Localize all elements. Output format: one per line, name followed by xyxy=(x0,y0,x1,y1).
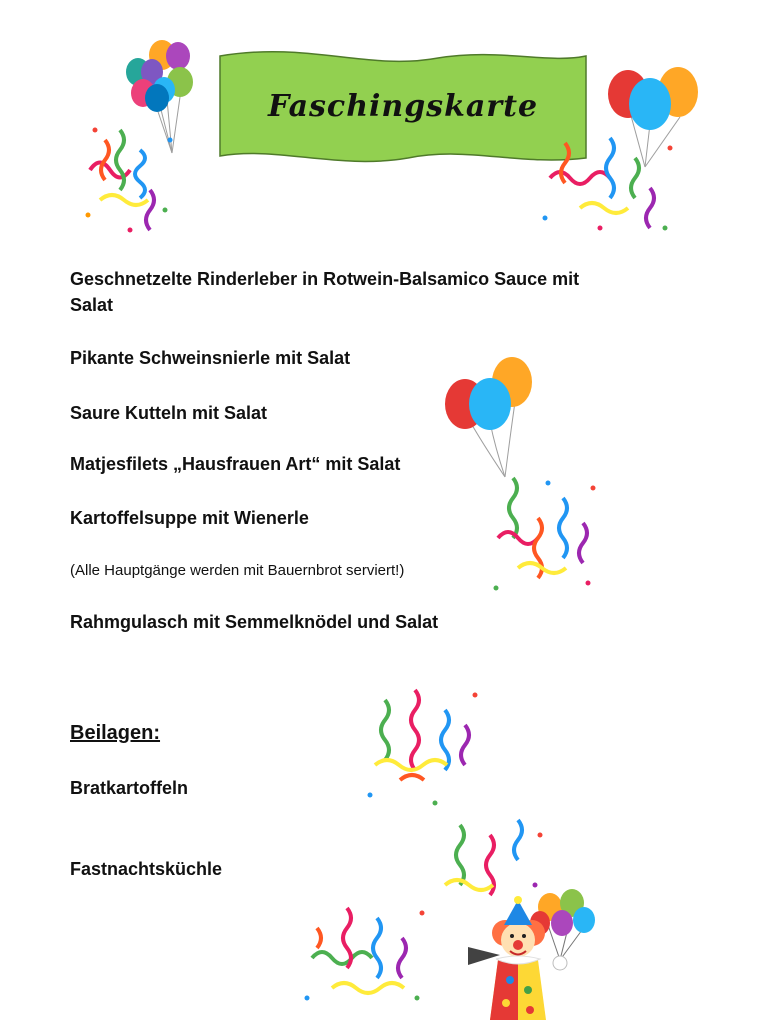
confetti-streamers-icon xyxy=(365,685,485,810)
clown-icon xyxy=(460,885,600,1020)
confetti-streamers-icon xyxy=(302,898,432,1008)
confetti-streamers-icon xyxy=(488,468,608,598)
dish-item: Kartoffelsuppe mit Wienerle xyxy=(70,508,309,528)
balloon-bunch-icon xyxy=(440,352,540,482)
sides-heading: Beilagen: xyxy=(70,722,161,744)
dish-item: Geschnetzelte Rinderleber in Rotwein-Balsamico Sauce mit Salat xyxy=(70,269,580,315)
bread-note: (Alle Hauptgänge werden mit Bauernbrot serviert!) xyxy=(70,562,405,579)
dish-item: Rahmgulasch mit Semmelknödel und Salat xyxy=(70,612,439,632)
title-banner xyxy=(218,46,588,170)
side-item: Fastnachtsküchle xyxy=(70,859,223,879)
dish-item: Pikante Schweinsnierle mit Salat xyxy=(70,348,351,368)
dish-item: Matjesfilets „Hausfrauen Art“ mit Salat xyxy=(70,454,401,474)
side-item: Bratkartoffeln xyxy=(70,778,189,798)
confetti-streamers-icon xyxy=(80,110,190,240)
page-title: Faschingskarte xyxy=(267,89,539,124)
dish-item: Saure Kutteln mit Salat xyxy=(70,403,268,423)
confetti-streamers-icon xyxy=(540,128,680,238)
